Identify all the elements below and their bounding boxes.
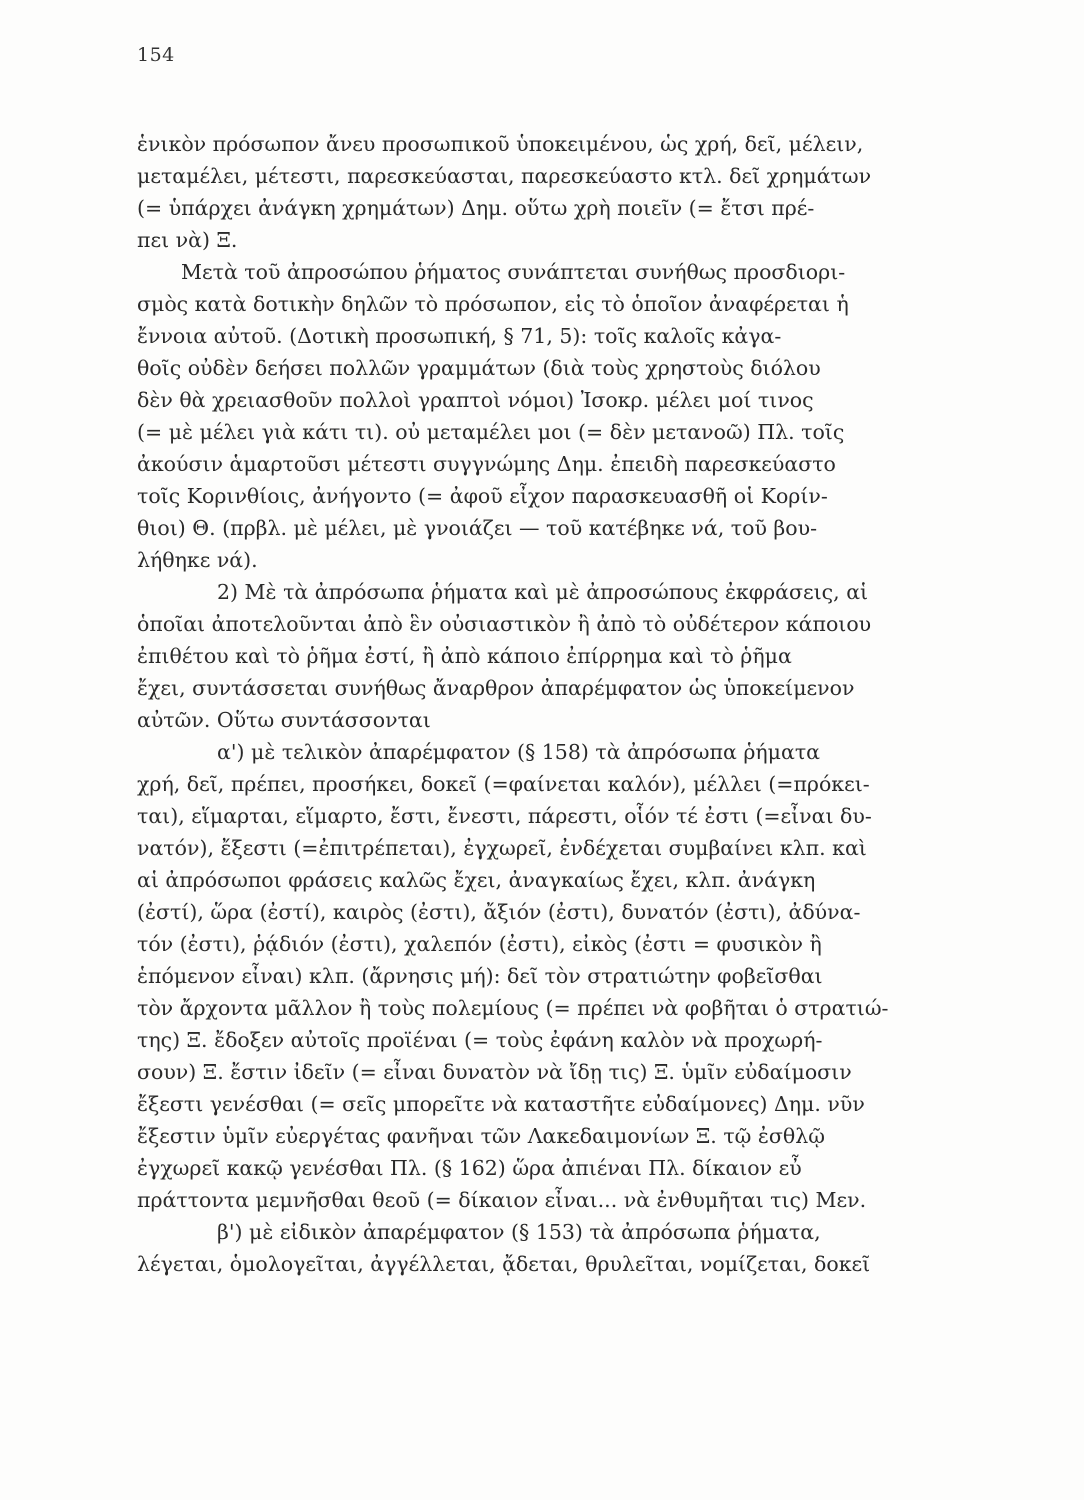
text-line: τοῖς Κορινθίοις, ἀνήγοντο (= ἀφοῦ εἶχον παρασκευασθῆ οἱ Κορίν-: [137, 484, 828, 508]
text-line: θιοι) Θ. (πρβλ. μὲ μέλει, μὲ γνοιάζει — τοῦ κατέβηκε νά, τοῦ βου-: [137, 516, 818, 540]
text-line: ἐπιθέτου καὶ τὸ ῥῆμα ἐστί, ἢ ἀπὸ κάποιο ἐπίρρημα καὶ τὸ ῥῆμα: [137, 644, 792, 668]
text-line: ἐγχωρεῖ κακῷ γενέσθαι Πλ. (§ 162) ὥρα ἀπιέναι Πλ. δίκαιον εὖ: [137, 1156, 802, 1180]
text-line: χρή, δεῖ, πρέπει, προσήκει, δοκεῖ (=φαίνεται καλόν), μέλλει (=πρόκει-: [137, 772, 870, 796]
page-number: 154: [137, 44, 175, 66]
text-line: πράττοντα μεμνῆσθαι θεοῦ (= δίκαιον εἶναι... νὰ ἐνθυμῆται τις) Μεν.: [137, 1188, 867, 1212]
text-line: λέγεται, ὁμολογεῖται, ἀγγέλλεται, ᾄδεται, θρυλεῖται, νομίζεται, δοκεῖ: [137, 1252, 871, 1276]
paragraph-start-line: Μετὰ τοῦ ἀπροσώπου ῥήματος συνάπτεται συνήθως προσδιορι-: [181, 260, 846, 284]
text-line: τὸν ἄρχοντα μᾶλλον ἢ τοὺς πολεμίους (= πρέπει νὰ φοβῆται ὁ στρατιώ-: [137, 996, 889, 1020]
text-line: σμὸς κατὰ δοτικὴν δηλῶν τὸ πρόσωπον, εἰς τὸ ὁποῖον ἀναφέρεται ἡ: [137, 292, 849, 316]
text-line: θοῖς οὐδὲν δεήσει πολλῶν γραμμάτων (διὰ τοὺς χρηστοὺς διόλου: [137, 356, 821, 380]
text-line: (= ὑπάρχει ἀνάγκη χρημάτων) Δημ. οὕτω χρὴ ποιεῖν (= ἔτσι πρέ-: [137, 196, 815, 220]
text-line: της) Ξ. ἔδοξεν αὐτοῖς προϊέναι (= τοὺς ἐφάνη καλὸν νὰ προχωρή-: [137, 1028, 823, 1052]
text-line: ἔννοια αὐτοῦ. (Δοτικὴ προσωπική, § 71, 5): τοῖς καλοῖς κἀγα-: [137, 324, 782, 348]
paragraph-start-line: 2) Μὲ τὰ ἀπρόσωπα ῥήματα καὶ μὲ ἀπροσώπους ἐκφράσεις, αἱ: [217, 580, 869, 604]
text-line: τόν (ἐστι), ῥᾴδιόν (ἐστι), χαλεπόν (ἐστι), εἰκὸς (ἐστι = φυσικὸν ἢ: [137, 932, 822, 956]
text-line: ἔχει, συντάσσεται συνήθως ἄναρθρον ἀπαρέμφατον ὡς ὑποκείμενον: [137, 676, 855, 700]
text-line: αἱ ἀπρόσωποι φράσεις καλῶς ἔχει, ἀναγκαίως ἔχει, κλπ. ἀνάγκη: [137, 868, 816, 892]
text-line: νατόν), ἔξεστι (=ἐπιτρέπεται), ἐγχωρεῖ, ἐνδέχεται συμβαίνει κλπ. καὶ: [137, 836, 867, 860]
text-line: αὐτῶν. Οὕτω συντάσσονται: [137, 708, 431, 732]
text-line: ἑνικὸν πρόσωπον ἄνευ προσωπικοῦ ὑποκειμένου, ὡς χρή, δεῖ, μέλειν,: [137, 132, 864, 156]
text-line: ἑπόμενον εἶναι) κλπ. (ἄρνησις μή): δεῖ τὸν στρατιώτην φοβεῖσθαι: [137, 964, 823, 988]
text-line: πει νὰ) Ξ.: [137, 228, 238, 252]
text-line: σουν) Ξ. ἔστιν ἰδεῖν (= εἶναι δυνατὸν νὰ ἴδῃ τις) Ξ. ὑμῖν εὐδαίμοσιν: [137, 1060, 852, 1084]
text-line: λήθηκε νά).: [137, 548, 258, 572]
text-line: (ἐστί), ὥρα (ἐστί), καιρὸς (ἐστι), ἄξιόν (ἐστι), δυνατόν (ἐστι), ἀδύνα-: [137, 900, 861, 924]
text-line: ἔξεστι γενέσθαι (= σεῖς μπορεῖτε νὰ καταστῆτε εὐδαίμονες) Δημ. νῦν: [137, 1092, 865, 1116]
paragraph-start-line: α') μὲ τελικὸν ἀπαρέμφατον (§ 158) τὰ ἀπρόσωπα ῥήματα: [217, 740, 821, 764]
text-line: (= μὲ μέλει γιὰ κάτι τι). οὐ μεταμέλει μοι (= δὲν μετανοῶ) Πλ. τοῖς: [137, 420, 845, 444]
text-line: ται), εἵμαρται, εἵμαρτο, ἔστι, ἔνεστι, πάρεστι, οἷόν τέ ἐστι (=εἶναι δυ-: [137, 804, 872, 828]
text-line: ὁποῖαι ἀποτελοῦνται ἀπὸ ἓν οὐσιαστικὸν ἢ ἀπὸ τὸ οὐδέτερον κάποιου: [137, 612, 872, 636]
text-line: ἀκούσιν ἁμαρτοῦσι μέτεστι συγγνώμης Δημ. ἐπειδὴ παρεσκεύαστο: [137, 452, 836, 476]
paragraph-start-line: β') μὲ εἰδικὸν ἀπαρέμφατον (§ 153) τὰ ἀπρόσωπα ῥήματα,: [217, 1220, 821, 1244]
text-line: ἔξεστιν ὑμῖν εὐεργέτας φανῆναι τῶν Λακεδαιμονίων Ξ. τῷ ἐσθλῷ: [137, 1124, 825, 1148]
text-line: μεταμέλει, μέτεστι, παρεσκεύασται, παρεσκεύαστο κτλ. δεῖ χρημάτων: [137, 164, 872, 188]
text-line: δὲν θὰ χρειασθοῦν πολλοὶ γραπτοὶ νόμοι) Ἰσοκρ. μέλει μοί τινος: [137, 388, 814, 412]
body-text: [137, 128, 957, 1280]
